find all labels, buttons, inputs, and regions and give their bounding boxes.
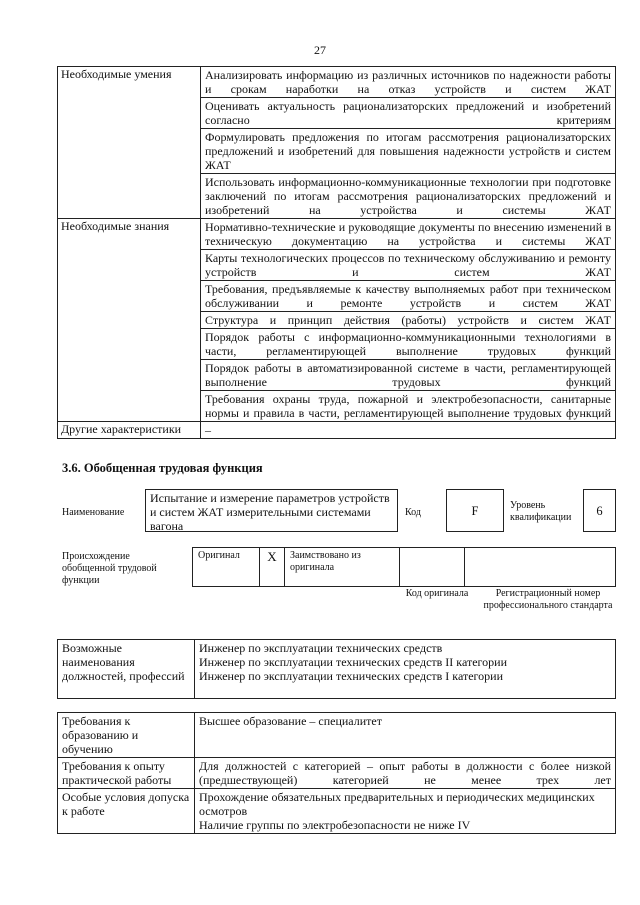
code-original-cell: [400, 548, 465, 587]
knowledge-item: Требования охраны труда, пожарной и электробезопасности, санитарные нормы и правила в части, регламентирующей выполнение трудовых функций: [201, 391, 616, 422]
skills-label: Необходимые умения: [58, 67, 201, 219]
other-label: Другие характеристики: [58, 422, 201, 439]
name-label: Наименование: [62, 507, 125, 518]
skills-knowledge-table: [57, 66, 616, 439]
skill-item: Оценивать актуальность рационализаторских предложений и изобретений согласно критериям: [201, 98, 616, 129]
page-number: 27: [314, 43, 326, 57]
table-row: [58, 67, 616, 98]
knowledge-label: Необходимые знания: [58, 219, 201, 422]
original-mark: X: [260, 548, 285, 587]
reg-number-cell: [465, 548, 616, 587]
access-line: Наличие группы по электробезопасности не ниже IV: [199, 818, 471, 832]
table-row: [58, 789, 616, 834]
positions-table: [57, 639, 616, 699]
table-row: [193, 548, 616, 587]
code-value: F: [446, 489, 504, 532]
code-original-caption: Код оригинала: [405, 588, 469, 599]
other-value: –: [201, 422, 616, 439]
positions-list: [195, 640, 616, 699]
experience-label: Требования к опыту практической работы: [58, 758, 195, 789]
table-row: [58, 640, 616, 699]
section-title: 3.6. Обобщенная трудовая функция: [62, 461, 263, 475]
position-item: Инженер по эксплуатации технических средств I категории: [199, 669, 504, 683]
reg-number-caption: Регистрационный номер профессионального стандарта: [483, 588, 613, 611]
table-row: [58, 422, 616, 439]
borrowed-label: Заимствовано из оригинала: [285, 548, 400, 587]
code-label: Код: [405, 507, 421, 518]
education-value: Высшее образование – специалитет: [195, 713, 616, 758]
table-row: [58, 713, 616, 758]
function-name: Испытание и измерение параметров устройств и систем ЖАТ измерительными системами вагона: [145, 489, 398, 532]
knowledge-item: Требования, предъявляемые к качеству выполняемых работ при техническом обслуживании и ремонте устройств и систем ЖАТ: [201, 281, 616, 312]
level-value: 6: [583, 489, 616, 532]
knowledge-item: Порядок работы с информационно-коммуникационными технологиями в части, регламентирующей выполнение трудовых функций: [201, 329, 616, 360]
experience-value: Для должностей с категорией – опыт работы в должности с более низкой (предшествующей) категорией не менее трех лет: [195, 758, 616, 789]
level-label: Уровень квалификации: [510, 500, 572, 523]
position-item: Инженер по эксплуатации технических средств: [199, 641, 443, 655]
origin-label: Происхождение обобщенной трудовой функции: [62, 551, 157, 586]
access-line: Прохождение обязательных предварительных и периодических медицинских осмотров: [199, 790, 595, 818]
knowledge-item: Порядок работы в автоматизированной системе в части, регламентирующей выполнение трудовых функций: [201, 360, 616, 391]
table-row: [58, 758, 616, 789]
original-label: Оригинал: [193, 548, 260, 587]
access-value: [195, 789, 616, 834]
positions-label: Возможные наименования должностей, профессий: [58, 640, 195, 699]
knowledge-item: Нормативно-технические и руководящие документы по внесению изменений в техническую документацию на устройства и системы ЖАТ: [201, 219, 616, 250]
skill-item: Анализировать информацию из различных источников по надежности работы и срокам наработки на отказ устройств и систем ЖАТ: [201, 67, 616, 98]
access-label: Особые условия допуска к работе: [58, 789, 195, 834]
skill-item: Формулировать предложения по итогам рассмотрения рационализаторских предложений и изобретений для повышения надежности устройств и систем ЖАТ: [201, 129, 616, 174]
education-label: Требования к образованию и обучению: [58, 713, 195, 758]
knowledge-item: Структура и принцип действия (работы) устройств и систем ЖАТ: [201, 312, 616, 329]
origin-table: [192, 547, 616, 587]
requirements-table: [57, 712, 616, 834]
skill-item: Использовать информационно-коммуникационные технологии при подготовке заключений по итогам рассмотрения рационализаторских предложений и изобретений на устройства и системы ЖАТ: [201, 174, 616, 219]
table-row: [58, 219, 616, 250]
knowledge-item: Карты технологических процессов по техническому обслуживанию и ремонту устройств и систем ЖАТ: [201, 250, 616, 281]
position-item: Инженер по эксплуатации технических средств II категории: [199, 655, 507, 669]
